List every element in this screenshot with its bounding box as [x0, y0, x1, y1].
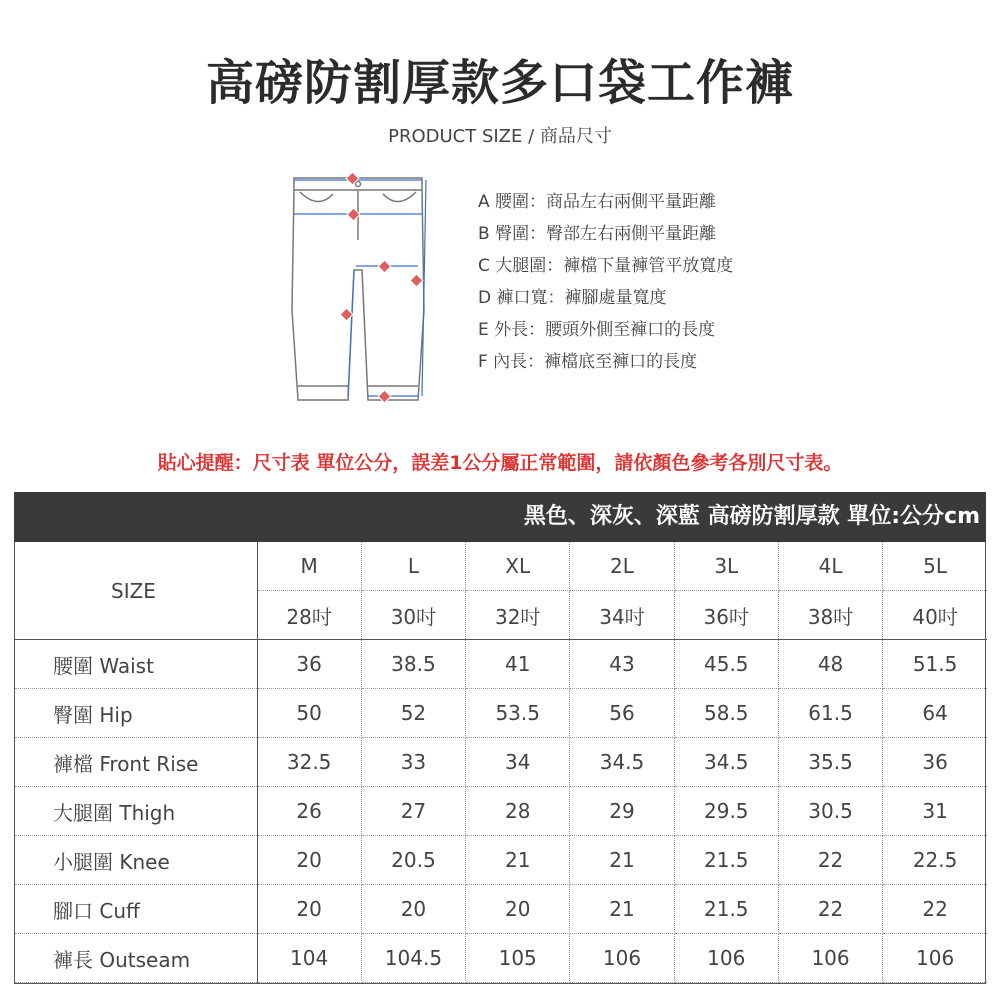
value-cell: 22.5 — [883, 836, 987, 885]
inch-cell: 32吋 — [466, 591, 570, 640]
value-cell: 38.5 — [361, 640, 465, 689]
size-row — [15, 542, 987, 591]
measurement-legend — [478, 186, 733, 378]
value-cell: 21 — [570, 885, 674, 934]
size-cell: 3L — [674, 542, 778, 591]
value-cell: 20 — [257, 885, 361, 934]
size-cell: M — [257, 542, 361, 591]
legend-item-inseam: F 內長：褲檔底至褲口的長度 — [478, 352, 698, 372]
legend-item-hip: B 臀圍：臀部左右兩側平量距離 — [478, 224, 717, 244]
value-cell: 34.5 — [570, 738, 674, 787]
value-cell: 51.5 — [883, 640, 987, 689]
value-cell: 64 — [883, 689, 987, 738]
pants-diagram — [278, 170, 438, 410]
legend-item-thigh: C 大腿圍：褲檔下量褲管平放寬度 — [478, 256, 734, 276]
value-cell: 43 — [570, 640, 674, 689]
value-cell: 105 — [466, 934, 570, 983]
size-cell: XL — [466, 542, 570, 591]
value-cell: 106 — [883, 934, 987, 983]
size-tip: 貼心提醒：尺寸表 單位公分，誤差1公分屬正常範圍，請依顏色參考各別尺寸表。 — [157, 452, 843, 474]
row-label: 褲檔 Front Rise — [15, 738, 257, 787]
value-cell: 31 — [883, 787, 987, 836]
value-cell: 106 — [778, 934, 882, 983]
size-grid — [15, 542, 987, 983]
value-cell: 34.5 — [674, 738, 778, 787]
value-cell: 30.5 — [778, 787, 882, 836]
value-cell: 29 — [570, 787, 674, 836]
value-cell: 20.5 — [361, 836, 465, 885]
value-cell: 20 — [361, 885, 465, 934]
row-label: 腳口 Cuff — [15, 885, 257, 934]
row-label: 腰圍 Waist — [15, 640, 257, 689]
value-cell: 34 — [466, 738, 570, 787]
table-row — [15, 689, 987, 738]
value-cell: 35.5 — [778, 738, 882, 787]
inch-cell: 30吋 — [361, 591, 465, 640]
page-subtitle: PRODUCT SIZE / 商品尺寸 — [388, 126, 612, 147]
size-cell: 4L — [778, 542, 882, 591]
value-cell: 21 — [466, 836, 570, 885]
value-cell: 104 — [257, 934, 361, 983]
row-label: 臀圍 Hip — [15, 689, 257, 738]
value-cell: 104.5 — [361, 934, 465, 983]
value-cell: 106 — [674, 934, 778, 983]
inch-cell: 34吋 — [570, 591, 674, 640]
value-cell: 61.5 — [778, 689, 882, 738]
value-cell: 21.5 — [674, 836, 778, 885]
inch-cell: 38吋 — [778, 591, 882, 640]
value-cell: 45.5 — [674, 640, 778, 689]
size-cell: 5L — [883, 542, 987, 591]
size-table — [14, 492, 986, 984]
value-cell: 53.5 — [466, 689, 570, 738]
size-cell: L — [361, 542, 465, 591]
value-cell: 52 — [361, 689, 465, 738]
value-cell: 106 — [570, 934, 674, 983]
table-row — [15, 787, 987, 836]
page-title: 高磅防割厚款多口袋工作褲 — [205, 55, 794, 111]
value-cell: 48 — [778, 640, 882, 689]
table-header: 黑色、深灰、深藍 高磅防割厚款 單位:公分cm — [14, 492, 986, 542]
legend-item-outseam: E 外長：腰頭外側至褲口的長度 — [478, 320, 716, 340]
row-label: 褲長 Outseam — [15, 934, 257, 983]
value-cell: 22 — [778, 885, 882, 934]
value-cell: 56 — [570, 689, 674, 738]
value-cell: 21 — [570, 836, 674, 885]
value-cell: 21.5 — [674, 885, 778, 934]
value-cell: 22 — [883, 885, 987, 934]
value-cell: 26 — [257, 787, 361, 836]
table-row — [15, 885, 987, 934]
row-label: 大腿圍 Thigh — [15, 787, 257, 836]
inch-cell: 28吋 — [257, 591, 361, 640]
value-cell: 22 — [778, 836, 882, 885]
table-row — [15, 934, 987, 983]
size-label: SIZE — [15, 542, 257, 640]
value-cell: 36 — [883, 738, 987, 787]
legend-item-cuff: D 褲口寬：褲腳處量寬度 — [478, 288, 667, 308]
inch-cell: 40吋 — [883, 591, 987, 640]
size-cell: 2L — [570, 542, 674, 591]
value-cell: 27 — [361, 787, 465, 836]
table-row — [15, 836, 987, 885]
value-cell: 20 — [466, 885, 570, 934]
table-row — [15, 640, 987, 689]
value-cell: 33 — [361, 738, 465, 787]
row-label: 小腿圍 Knee — [15, 836, 257, 885]
value-cell: 32.5 — [257, 738, 361, 787]
value-cell: 50 — [257, 689, 361, 738]
value-cell: 28 — [466, 787, 570, 836]
value-cell: 29.5 — [674, 787, 778, 836]
value-cell: 36 — [257, 640, 361, 689]
legend-item-waist: A 腰圍：商品左右兩側平量距離 — [478, 192, 717, 212]
table-row — [15, 738, 987, 787]
inch-cell: 36吋 — [674, 591, 778, 640]
value-cell: 20 — [257, 836, 361, 885]
value-cell: 58.5 — [674, 689, 778, 738]
value-cell: 41 — [466, 640, 570, 689]
